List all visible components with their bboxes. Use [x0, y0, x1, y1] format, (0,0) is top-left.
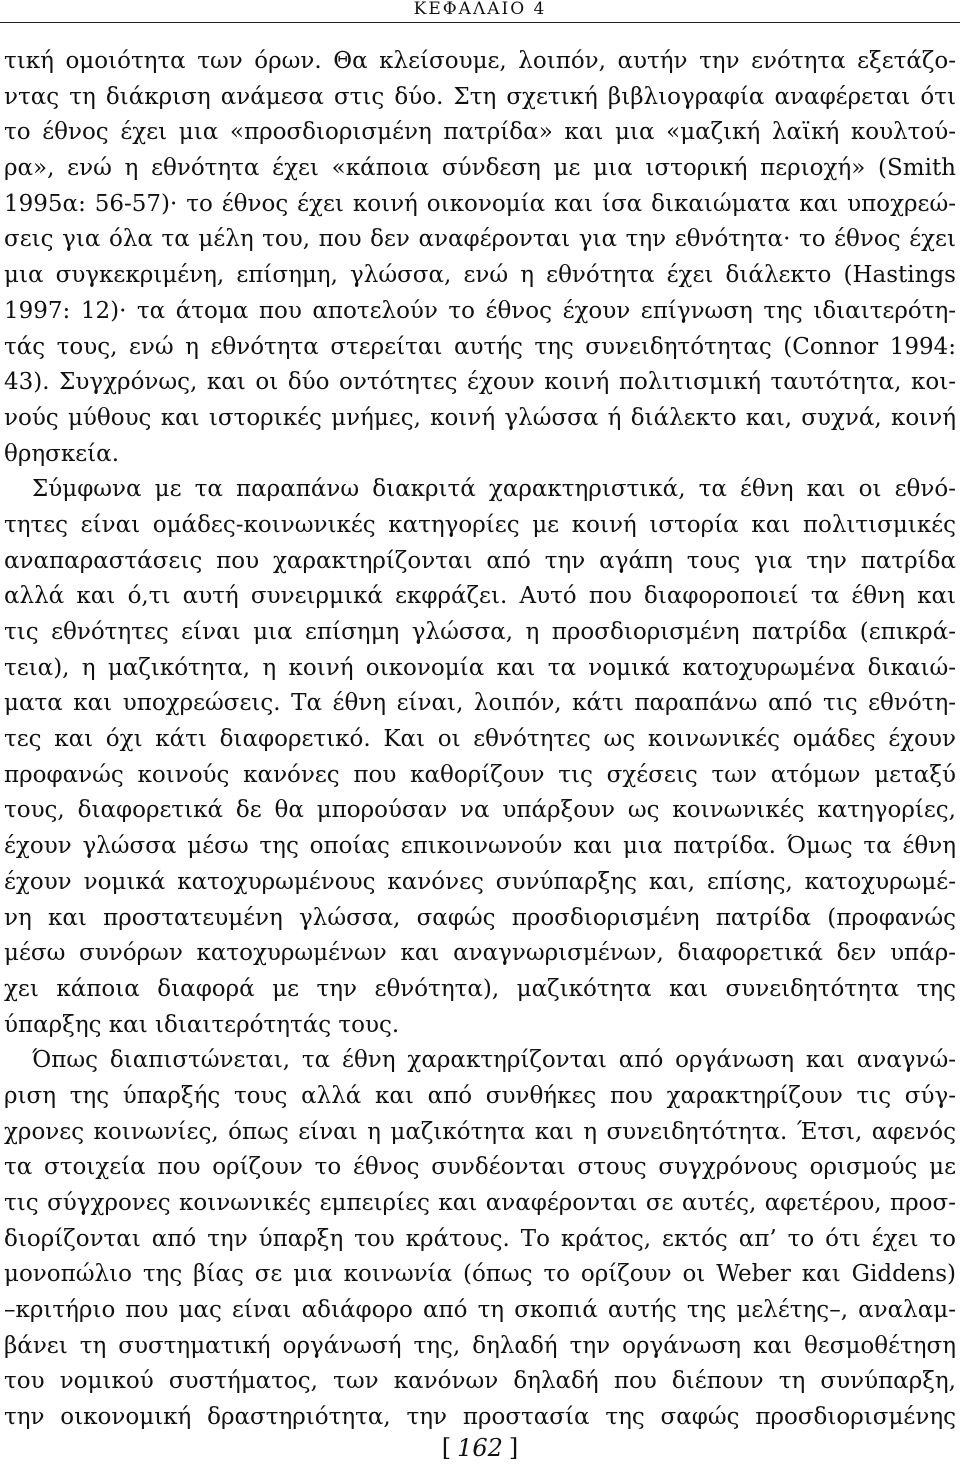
- text-line: τους, διαφορετικά δε θα μπορούσαν να υπάρξουν ως κοινωνικές κατηγορίες,: [4, 797, 956, 824]
- text-line: του νομικού συστήματος, των κανόνων δηλαδή που διέπουν τη συνύπαρξη,: [4, 1368, 956, 1395]
- text-line: Σύμφωνα με τα παραπάνω διακριτά χαρακτηριστικά, τα έθνη και οι εθνό-: [32, 476, 956, 503]
- text-line: μια συγκεκριμένη, επίσημη, γλώσσα, ενώ η εθνότητα έχει διάλεκτο (Hastings: [4, 262, 956, 289]
- text-line: το έθνος έχει μια «προσδιορισμένη πατρίδα» και μια «μαζική λαϊκή κουλτού-: [4, 119, 956, 146]
- text-line: τις σύγχρονες κοινωνικές εμπειρίες και αναφέρονται σε αυτές, αφετέρου, προσ-: [4, 1190, 956, 1216]
- text-line: ντας τη διάκριση ανάμεσα στις δύο. Στη σχετική βιβλιογραφία αναφέρεται ότι: [4, 83, 956, 110]
- text-line: μέσω συνόρων κατοχυρωμένων και αναγνωρισμένων, διαφορετικά δεν υπάρ-: [4, 940, 956, 967]
- text-line: τεια), η μαζικότητα, η κοινή οικονομία και τα νομικά κατοχυρωμένα δικαιώ-: [4, 654, 956, 681]
- text-line: –κριτήριο που μας είναι αδιάφορο από τη σκοπιά αυτής της μελέτης–, αναλαμ-: [4, 1297, 956, 1324]
- text-line: θρησκεία.: [4, 440, 119, 467]
- text-line: χρονες κοινωνίες, όπως είναι η μαζικότητα και η συνειδητότητα. Έτσι, αφενός: [4, 1118, 956, 1145]
- text-line: τάς τους, ενώ η εθνότητα στερείται αυτής της συνειδητότητας (Connor 1994:: [4, 333, 956, 360]
- page-number-value: 162: [457, 1434, 503, 1462]
- text-line: διορίζονται από την ύπαρξη του κράτους. Το κράτος, εκτός απ’ το ότι έχει το: [4, 1225, 956, 1252]
- page-number-bracket-open: [: [441, 1434, 452, 1462]
- page-number: [0, 1432, 960, 1464]
- text-line: τες και όχι κάτι διαφορετικό. Και οι εθνότητες ως κοινωνικές ομάδες έχουν: [4, 726, 956, 753]
- text-line: τική ομοιότητα των όρων. Θα κλείσουμε, λοιπόν, αυτήν την ενότητα εξετάζο-: [4, 48, 956, 74]
- paragraph: [4, 472, 956, 1043]
- running-header: [0, 0, 960, 23]
- text-line: προφανώς κοινούς κανόνες που καθορίζουν τις σχέσεις των ατόμων μεταξύ: [4, 761, 956, 788]
- text-line: αναπαραστάσεις που χαρακτηρίζονται από την αγάπη τους για την πατρίδα: [4, 547, 956, 574]
- text-line: νη και προστατευμένη γλώσσα, σαφώς προσδιορισμένη πατρίδα (προφανώς: [4, 904, 956, 931]
- text-line: τα στοιχεία που ορίζουν το έθνος συνδέονται στους συγχρόνους ορισμούς με: [4, 1154, 956, 1181]
- text-line: νούς μύθους και ιστορικές μνήμες, κοινή γλώσσα ή διάλεκτο και, συχνά, κοινή: [4, 404, 956, 431]
- text-line: μονοπώλιο της βίας σε μια κοινωνία (όπως το ορίζουν οι Weber και Giddens): [4, 1261, 956, 1288]
- page-body: [4, 44, 956, 1436]
- text-line: βάνει τη συστηματική οργάνωσή της, δηλαδή την οργάνωση και θεσμοθέτηση: [4, 1332, 956, 1359]
- text-line: ριση της ύπαρξής τους αλλά και από συνθήκες που χαρακτηρίζουν τις σύγ-: [4, 1082, 956, 1109]
- text-line: χει κάποια διαφορά με την εθνότητα), μαζικότητα και συνειδητότητα της: [4, 975, 956, 1002]
- text-line: 43). Συγχρόνως, και οι δύο οντότητες έχουν κοινή πολιτισμική ταυτότητα, κοι-: [4, 369, 956, 396]
- text-line: τις εθνότητες είναι μια επίσημη γλώσσα, η προσδιορισμένη πατρίδα (επικρά-: [4, 619, 956, 645]
- text-line: ματα και υποχρεώσεις. Τα έθνη είναι, λοιπόν, κάτι παραπάνω από τις εθνότη-: [4, 690, 956, 717]
- paragraph: [4, 44, 956, 472]
- text-line: έχουν νομικά κατοχυρωμένους κανόνες συνύπαρξης και, επίσης, κατοχυρωμέ-: [4, 868, 956, 895]
- chapter-title: ΚΕΦΑΛΑΙΟ 4: [413, 0, 547, 19]
- text-line: ύπαρξης και ιδιαιτερότητάς τους.: [4, 1011, 400, 1038]
- text-line: αλλά και ό,τι αυτή συνειρμικά εκφράζει. Αυτό που διαφοροποιεί τα έθνη και: [4, 583, 956, 610]
- text-line: 1997: 12)· τα άτομα που αποτελούν το έθνος έχουν επίγνωση της ιδιαιτερότη-: [4, 297, 956, 324]
- text-line: σεις για όλα τα μέλη του, που δεν αναφέρονται για την εθνότητα· το έθνος έχει: [4, 226, 956, 253]
- page-number-bracket-close: ]: [508, 1434, 519, 1462]
- text-line: 1995α: 56-57)· το έθνος έχει κοινή οικονομία και ίσα δικαιώματα και υποχρεώ-: [4, 190, 956, 217]
- paragraph: [4, 1043, 956, 1436]
- text-line: Όπως διαπιστώνεται, τα έθνη χαρακτηρίζονται από οργάνωση και αναγνώ-: [32, 1047, 956, 1074]
- text-line: έχουν γλώσσα μέσω της οποίας επικοινωνούν και μια πατρίδα. Όμως τα έθνη: [4, 833, 956, 860]
- text-line: τητες είναι ομάδες-κοινωνικές κατηγορίες με κοινή ιστορία και πολιτισμικές: [4, 511, 956, 538]
- text-line: την οικονομική δραστηριότητα, την προστασία της σαφώς προσδιορισμένης: [4, 1404, 956, 1431]
- text-line: ρα», ενώ η εθνότητα έχει «κάποια σύνδεση με μια ιστορική περιοχή» (Smith: [4, 155, 956, 182]
